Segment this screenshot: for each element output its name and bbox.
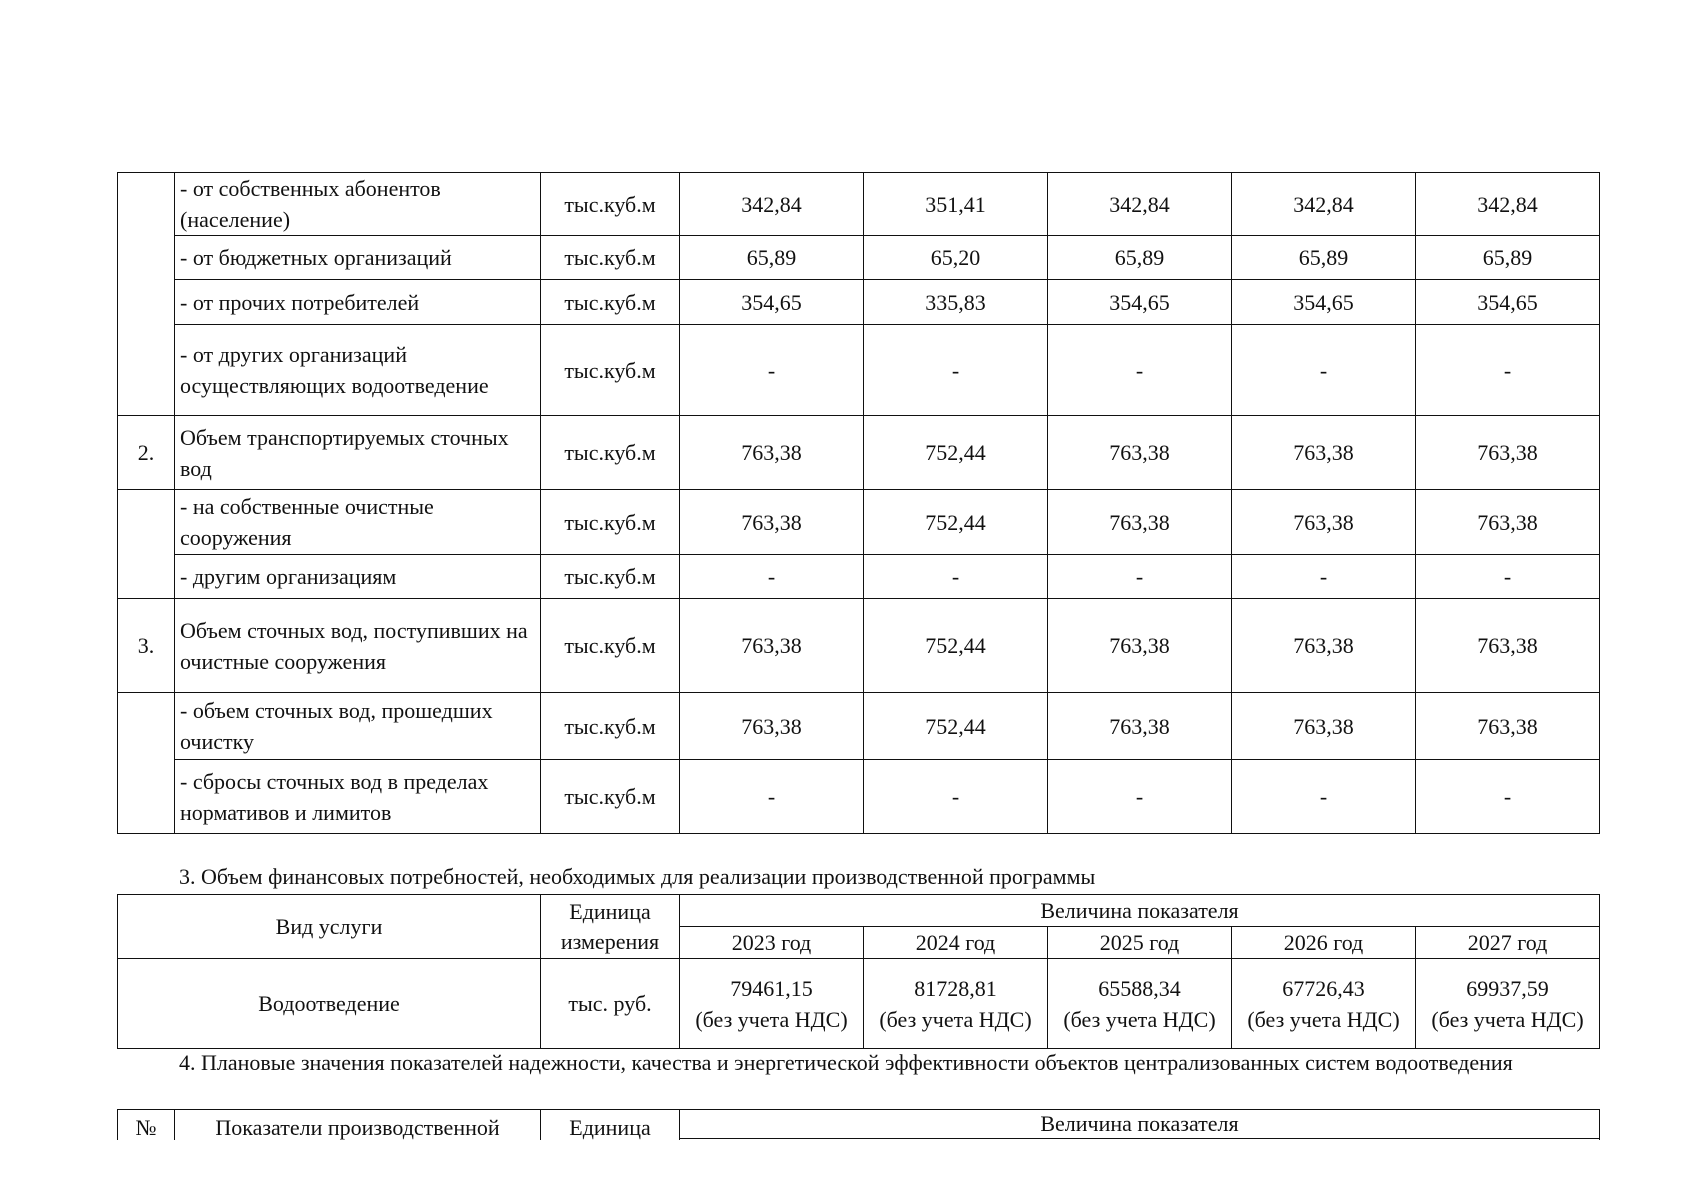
indicator-name: - от прочих потребителей [175, 280, 541, 325]
row-number [118, 693, 175, 834]
row-number [118, 490, 175, 599]
table-row [118, 760, 1600, 834]
row-number: 3. [118, 599, 175, 693]
table-row [118, 416, 1600, 490]
indicator-name: - объем сточных вод, прошедших очистку [175, 693, 541, 760]
unit-cell: тыс.куб.м [541, 416, 680, 490]
value-cell: - [680, 760, 864, 834]
value-cell: - [1232, 325, 1416, 416]
value-cell [680, 959, 864, 1049]
value-cell: 763,38 [680, 599, 864, 693]
value-cell: - [680, 555, 864, 599]
unit-cell: тыс.куб.м [541, 173, 680, 236]
table-row [118, 555, 1600, 599]
section-3-title: 3. Объем финансовых потребностей, необходимых для реализации производственной программы [179, 864, 1096, 889]
value-cell: 763,38 [680, 416, 864, 490]
vat-note: (без учета НДС) [879, 1006, 1032, 1032]
value-cell: - [680, 325, 864, 416]
value-cell: 763,38 [1048, 693, 1232, 760]
value-cell: 763,38 [680, 490, 864, 555]
table-header-row [118, 895, 1600, 927]
num-header: № [118, 1110, 175, 1172]
unit-cell: тыс.куб.м [541, 760, 680, 834]
value-cell: 763,38 [1416, 416, 1600, 490]
table-row [118, 236, 1600, 280]
indicator-name: - другим организациям [175, 555, 541, 599]
table-row [118, 490, 1600, 555]
value-cell: - [1232, 555, 1416, 599]
unit-cell: тыс.куб.м [541, 490, 680, 555]
value-header: Величина показателя [680, 895, 1600, 927]
vat-note: (без учета НДС) [1247, 1006, 1400, 1032]
page-crop [0, 1140, 1698, 1200]
value-amount: 79461,15 [730, 975, 813, 1001]
unit-cell: тыс.куб.м [541, 693, 680, 760]
value-cell: 763,38 [1048, 490, 1232, 555]
value-amount: 67726,43 [1282, 975, 1365, 1001]
service-header: Вид услуги [118, 895, 541, 959]
unit-header: Единица [541, 1110, 680, 1172]
vat-note: (без учета НДС) [1431, 1006, 1584, 1032]
financial-needs-table [117, 894, 1600, 1049]
value-amount: 69937,59 [1466, 975, 1549, 1001]
value-cell: 763,38 [1048, 599, 1232, 693]
value-cell: - [1232, 760, 1416, 834]
unit-cell: тыс. руб. [541, 959, 680, 1049]
year-header: 2027 год [1416, 927, 1600, 959]
indicator-name: - от собственных абонентов (население) [175, 173, 541, 236]
row-number [118, 173, 175, 416]
year-header: 2023 год [680, 927, 864, 959]
unit-header: Единица измерения [541, 895, 680, 959]
value-cell: 351,41 [864, 173, 1048, 236]
value-cell: 763,38 [1416, 693, 1600, 760]
indicator-name: - сбросы сточных вод в пределах нормативов и лимитов [175, 760, 541, 834]
value-cell: 752,44 [864, 693, 1048, 760]
indicator-header: Показатели производственной [175, 1110, 541, 1172]
value-cell: 342,84 [1416, 173, 1600, 236]
value-cell: 354,65 [1416, 280, 1600, 325]
value-cell: 65,20 [864, 236, 1048, 280]
value-header-label: Величина показателя [680, 1110, 1599, 1139]
service-cell: Водоотведение [118, 959, 541, 1049]
value-cell: 342,84 [680, 173, 864, 236]
value-cell: - [1416, 555, 1600, 599]
year-header: 2025 год [1048, 927, 1232, 959]
year-header: 2024 год [864, 927, 1048, 959]
value-amount: 81728,81 [914, 975, 997, 1001]
value-cell: - [1048, 555, 1232, 599]
value-amount: 65588,34 [1098, 975, 1181, 1001]
value-cell: 342,84 [1232, 173, 1416, 236]
vat-note: (без учета НДС) [1063, 1006, 1216, 1032]
value-cell: - [1416, 325, 1600, 416]
value-cell [1048, 959, 1232, 1049]
unit-cell: тыс.куб.м [541, 599, 680, 693]
value-cell: 752,44 [864, 599, 1048, 693]
value-cell: - [864, 325, 1048, 416]
value-cell: 335,83 [864, 280, 1048, 325]
value-cell: 752,44 [864, 416, 1048, 490]
value-cell: 763,38 [1232, 416, 1416, 490]
year-header: 2026 год [1232, 927, 1416, 959]
value-cell: 65,89 [1048, 236, 1232, 280]
unit-cell: тыс.куб.м [541, 236, 680, 280]
section-4-title: 4. Плановые значения показателей надежности, качества и энергетической эффективности объектов централизованных систем водоотведения [179, 1050, 1513, 1075]
table-row [118, 280, 1600, 325]
value-cell: 763,38 [1232, 693, 1416, 760]
volume-table [117, 172, 1600, 834]
value-cell: - [864, 555, 1048, 599]
value-cell: 342,84 [1048, 173, 1232, 236]
value-cell: 65,89 [680, 236, 864, 280]
value-cell: 763,38 [1232, 490, 1416, 555]
unit-cell: тыс.куб.м [541, 280, 680, 325]
indicator-name: Объем сточных вод, поступивших на очистные сооружения [175, 599, 541, 693]
value-cell: 65,89 [1232, 236, 1416, 280]
indicator-name: Объем транспортируемых сточных вод [175, 416, 541, 490]
vat-note: (без учета НДС) [695, 1006, 848, 1032]
unit-cell: тыс.куб.м [541, 555, 680, 599]
table-row [118, 599, 1600, 693]
value-cell: - [864, 760, 1048, 834]
row-number: 2. [118, 416, 175, 490]
value-cell [864, 959, 1048, 1049]
value-cell: - [1048, 760, 1232, 834]
indicator-name: - от бюджетных организаций [175, 236, 541, 280]
value-cell: 763,38 [1416, 599, 1600, 693]
value-cell: 354,65 [680, 280, 864, 325]
table-row [118, 173, 1600, 236]
value-cell: 763,38 [680, 693, 864, 760]
indicator-name: - от других организаций осуществляющих водоотведение [175, 325, 541, 416]
table-row [118, 693, 1600, 760]
value-cell: - [1416, 760, 1600, 834]
table-row [118, 325, 1600, 416]
value-cell: 354,65 [1048, 280, 1232, 325]
value-cell: 354,65 [1232, 280, 1416, 325]
indicator-name: - на собственные очистные сооружения [175, 490, 541, 555]
value-cell: - [1048, 325, 1232, 416]
unit-cell: тыс.куб.м [541, 325, 680, 416]
table-row [118, 959, 1600, 1049]
value-cell: 763,38 [1232, 599, 1416, 693]
value-cell: 763,38 [1048, 416, 1232, 490]
value-cell: 763,38 [1416, 490, 1600, 555]
value-cell: 65,89 [1416, 236, 1600, 280]
value-cell [1232, 959, 1416, 1049]
value-cell: 752,44 [864, 490, 1048, 555]
value-cell [1416, 959, 1600, 1049]
